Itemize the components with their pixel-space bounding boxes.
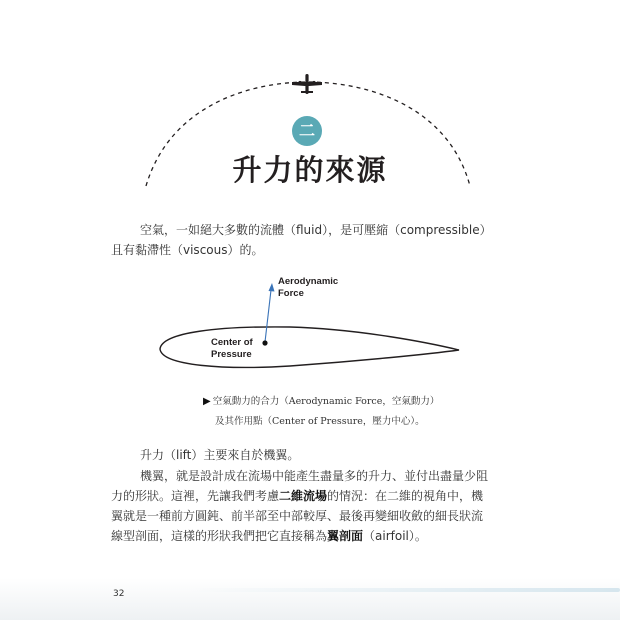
body-paragraph-2-line-4: 線型剖面，這樣的形狀我們把它直接稱為翼剖面（airfoil）。: [111, 529, 427, 543]
footer-band: [0, 578, 620, 620]
page-number: 32: [113, 589, 125, 599]
aerodynamic-force-label: Aerodynamic Force: [278, 276, 339, 299]
airfoil-outline: [160, 327, 459, 368]
force-arrow-shaft: [265, 290, 271, 342]
body-paragraph-2-line-2: 力的形狀。這裡，先讓我們考慮二維流場的情況：在二維的視角中，機: [111, 489, 484, 503]
body-paragraph-2-line-3: 翼就是一種前方圓鈍、前半部至中部較厚、最後再變細收斂的細長狀流: [111, 509, 484, 523]
force-arrow-head: [269, 283, 275, 292]
intro-line-2: 且有黏滯性（viscous）的。: [111, 243, 264, 257]
triangle-bullet-icon: ▶: [203, 396, 211, 407]
chapter-number-badge: 二: [292, 116, 322, 146]
center-of-pressure-label: Center of Pressure: [211, 337, 253, 360]
figure-caption-line-1: ▶ 空氣動力的合力（Aerodynamic Force，空氣動力）: [203, 396, 440, 407]
body-paragraph-1: 升力（lift）主要來自於機翼。: [140, 448, 300, 462]
two-dimensional-flow-term: 二維流場: [279, 489, 328, 503]
figure-caption-line-2: 及其作用點（Center of Pressure，壓力中心）。: [215, 416, 425, 427]
body-paragraph-2-line-1: 機翼，就是設計成在流場中能產生盡量多的升力、並付出盡量少阻: [140, 469, 489, 483]
airfoil-term: 翼剖面: [327, 529, 364, 543]
intro-line-1: 空氣，一如絕大多數的流體（fluid），是可壓縮（compressible）: [140, 223, 492, 237]
chapter-title: 升力的來源: [232, 153, 388, 187]
center-of-pressure-dot: [262, 340, 267, 345]
